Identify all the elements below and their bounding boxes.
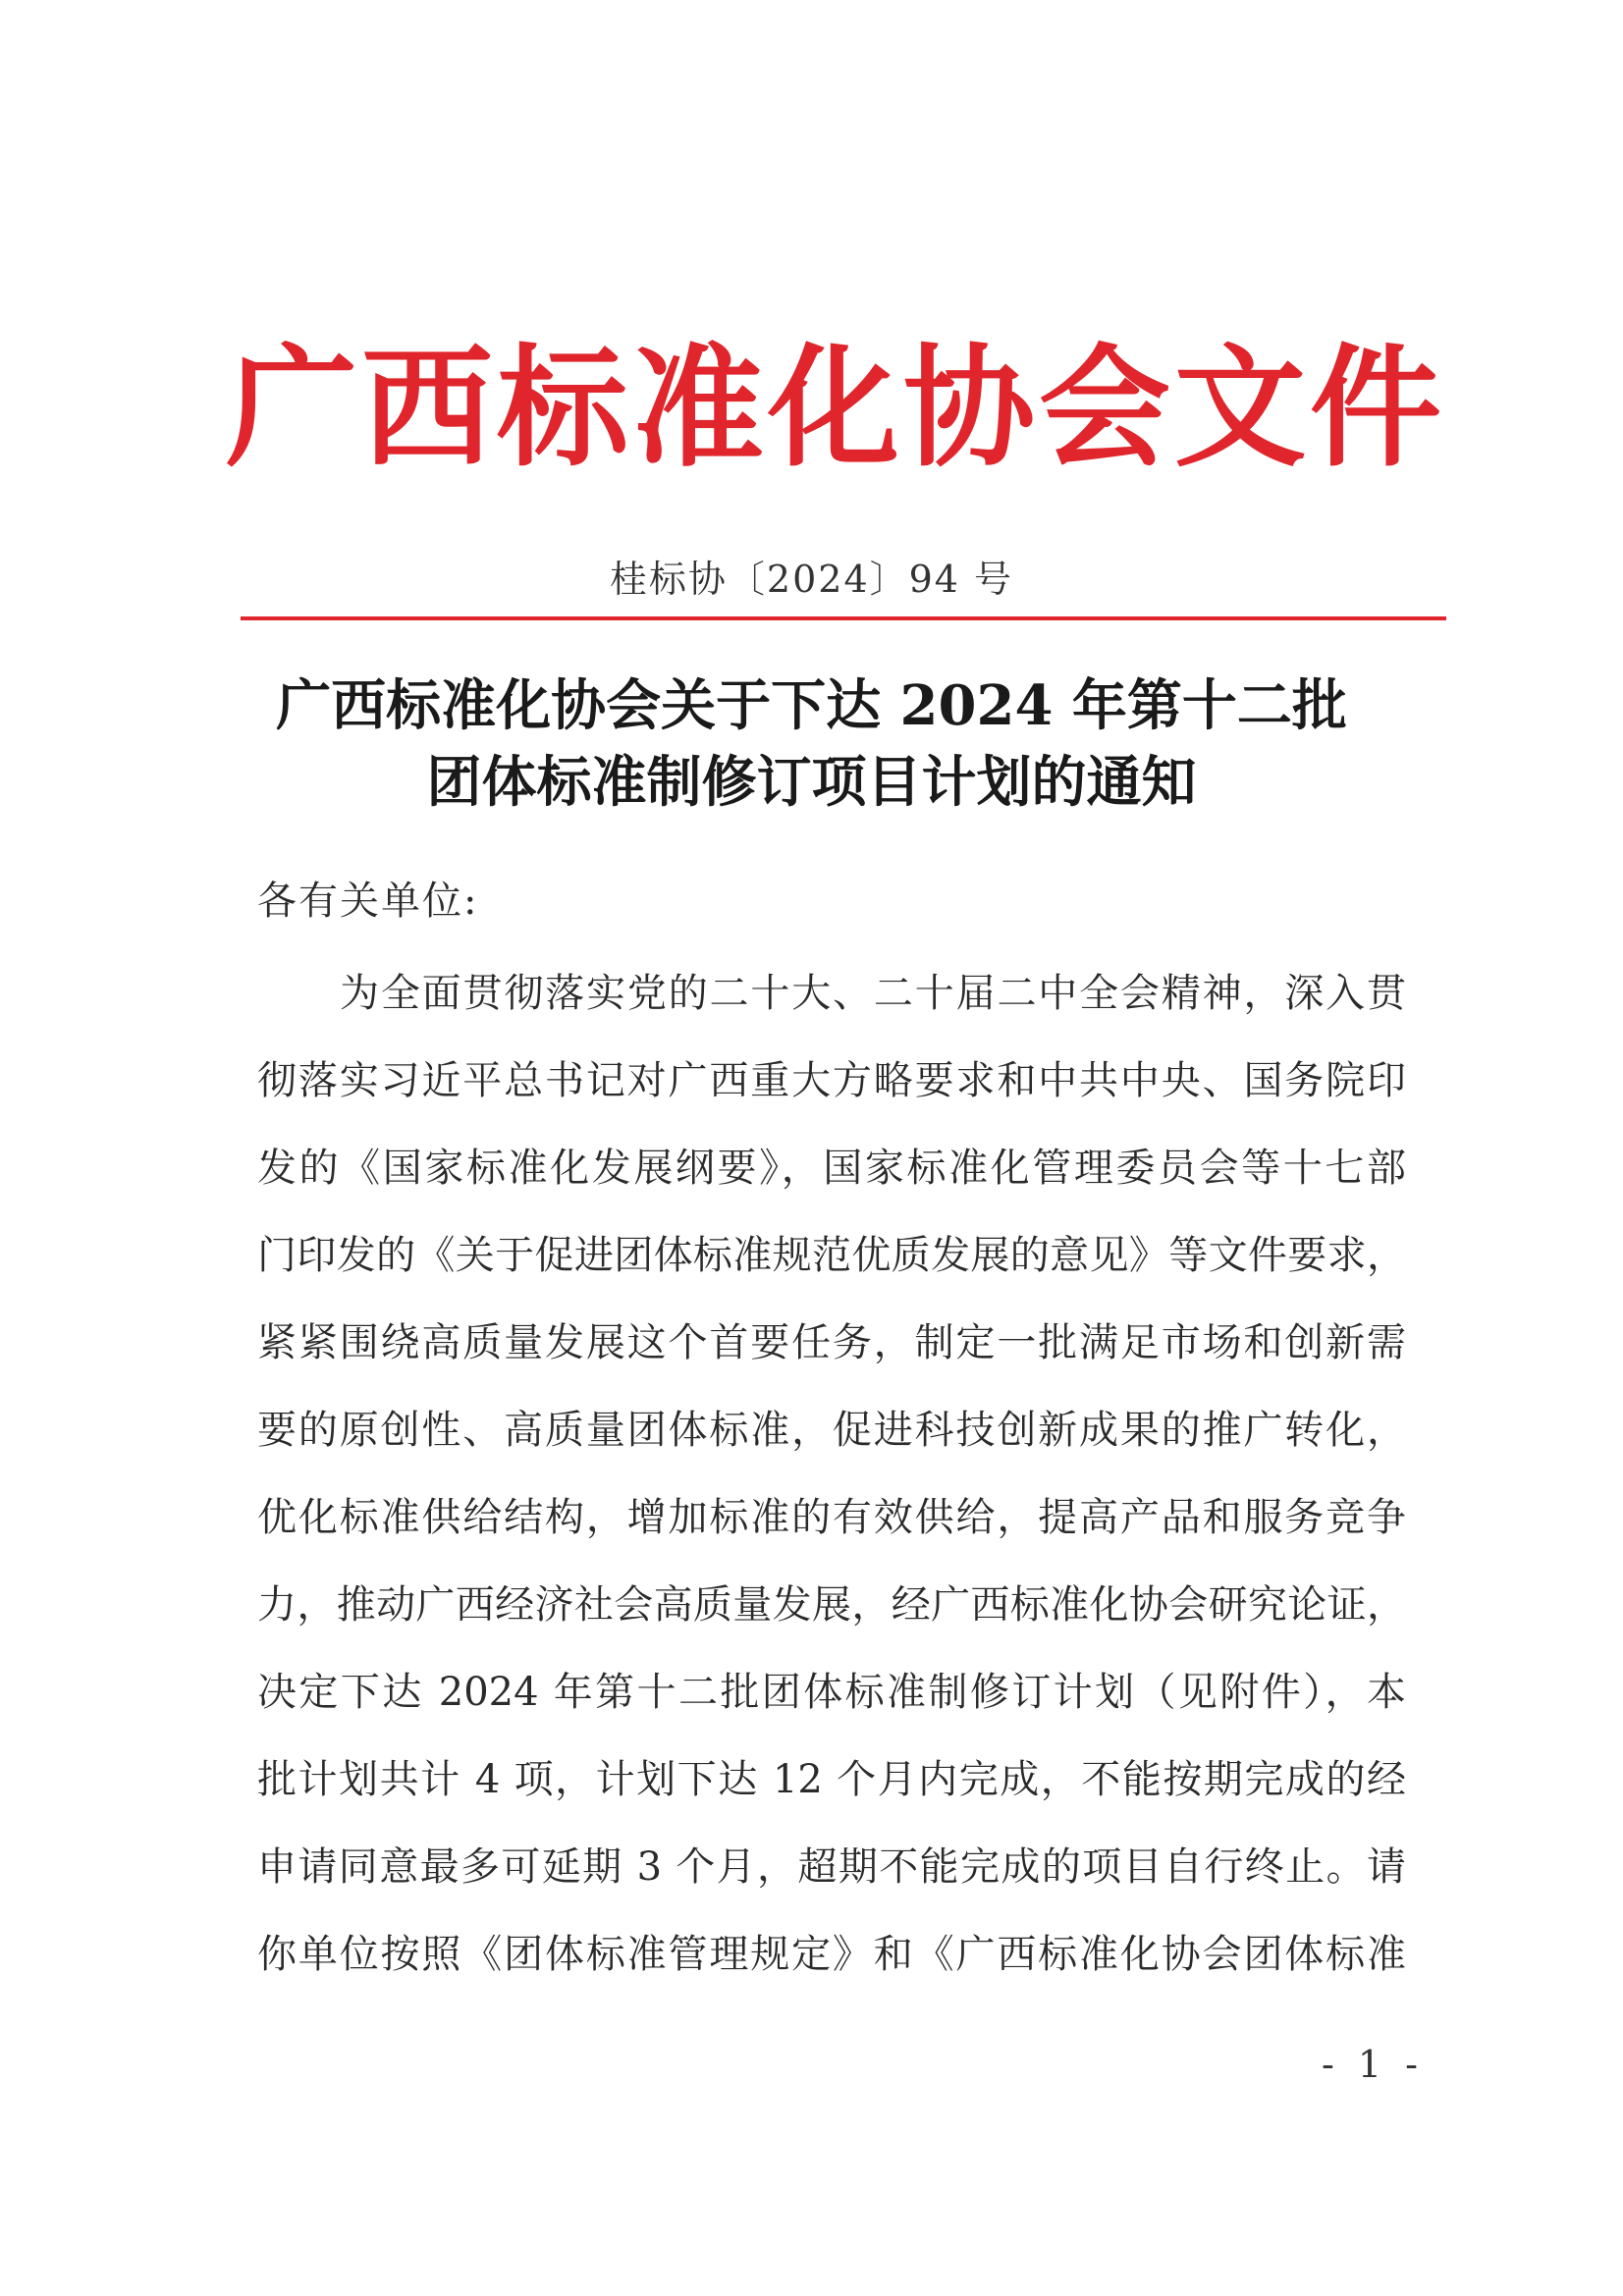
- body-line: 门印发的《关于促进团体标准规范优质发展的意见》等文件要求，: [257, 1233, 1406, 1278]
- body-paragraph: [257, 950, 1406, 1999]
- page-number: - 1 -: [1321, 2043, 1424, 2086]
- masthead-title: 广西标准化协会文件: [226, 330, 1446, 485]
- body-line: 要的原创性、高质量团体标准，促进科技创新成果的推广转化，: [257, 1408, 1406, 1453]
- body-line: 力，推动广西经济社会高质量发展，经广西标准化协会研究论证，: [257, 1582, 1406, 1628]
- notice-title-line-2: 团体标准制修订项目计划的通知: [426, 750, 1197, 815]
- notice-title-line-1: 广西标准化协会关于下达 2024 年第十二批: [276, 673, 1347, 738]
- body-line: 申请同意最多可延期 3 个月，超期不能完成的项目自行终止。请: [257, 1844, 1406, 1890]
- body-line: 彻落实习近平总书记对广西重大方略要求和中共中央、国务院印: [257, 1058, 1406, 1103]
- body-line: 发的《国家标准化发展纲要》，国家标准化管理委员会等十七部: [257, 1146, 1406, 1191]
- salutation: 各有关单位:: [257, 879, 479, 924]
- document-number: 桂标协〔2024〕94 号: [609, 558, 1014, 601]
- body-line: 为全面贯彻落实党的二十大、二十届二中全会精神，深入贯: [340, 971, 1406, 1016]
- red-divider-rule: [241, 616, 1446, 620]
- body-line: 决定下达 2024 年第十二批团体标准制修订计划（见附件），本: [257, 1670, 1406, 1715]
- body-line: 你单位按照《团体标准管理规定》和《广西标准化协会团体标准: [257, 1932, 1406, 1977]
- body-line: 批计划共计 4 项，计划下达 12 个月内完成，不能按期完成的经: [257, 1757, 1406, 1802]
- body-line: 优化标准供给结构，增加标准的有效供给，提高产品和服务竞争: [257, 1495, 1406, 1540]
- notice-title: [0, 667, 1623, 821]
- body-line: 紧紧围绕高质量发展这个首要任务，制定一批满足市场和创新需: [257, 1320, 1406, 1365]
